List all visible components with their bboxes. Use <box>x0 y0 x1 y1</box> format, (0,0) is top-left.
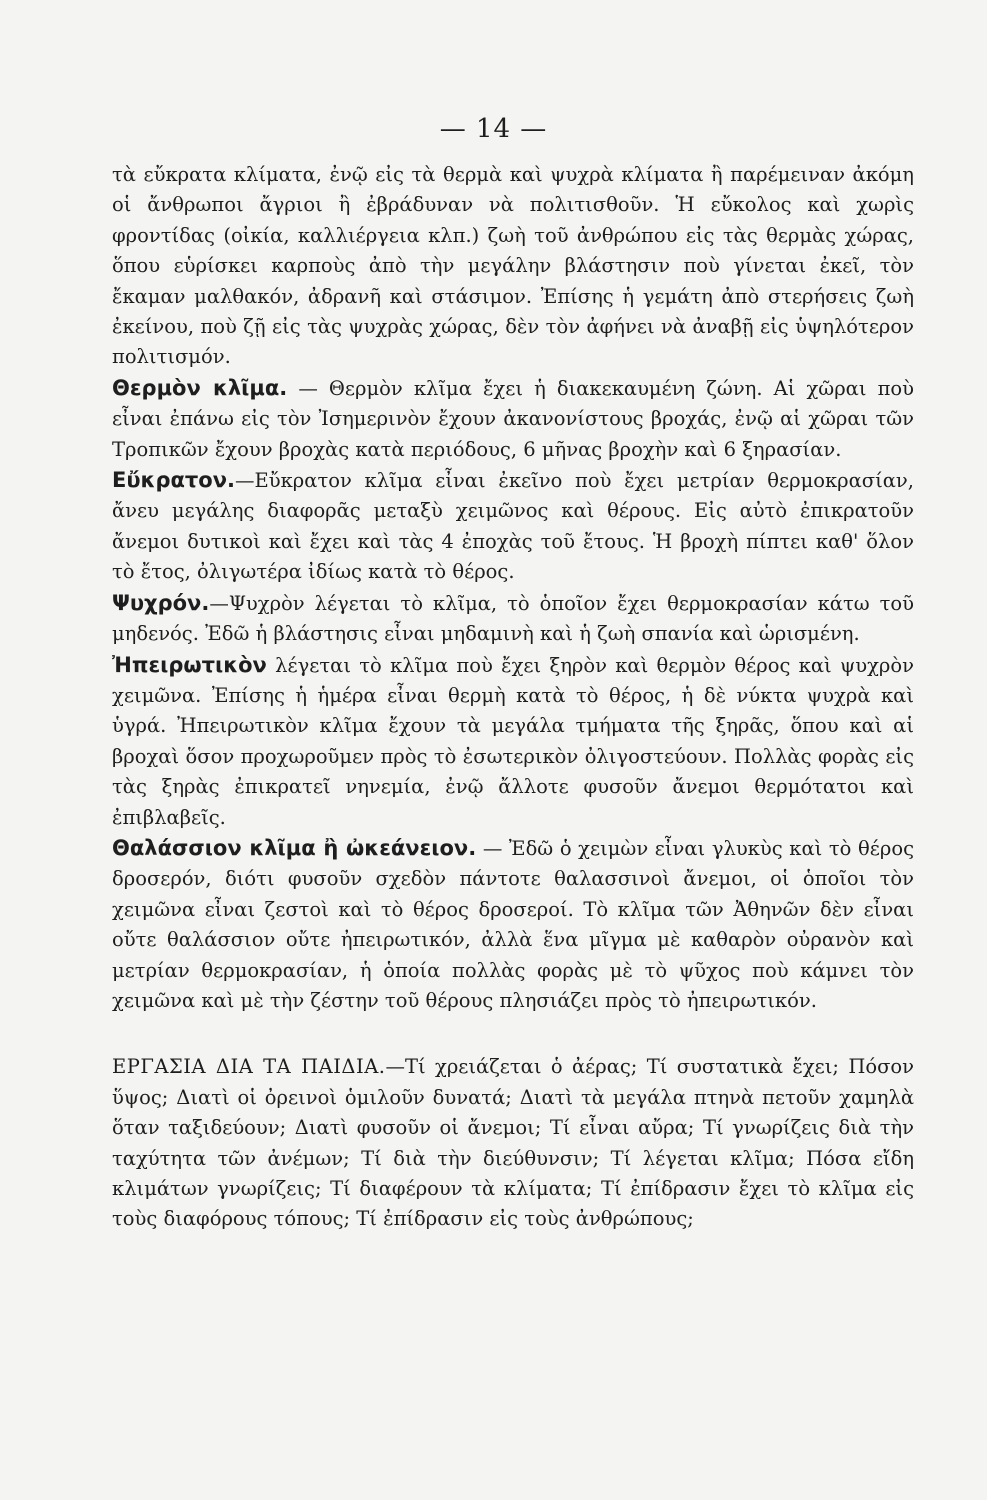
intro-paragraph: τὰ εὔκρατα κλίματα, ἐνῷ εἰς τὰ θερμὰ καὶ ψυχρὰ κλίματα ἢ παρέμειναν ἀκόμη οἱ ἄνθρωποι ἄγριοι ἢ ἐβράδυναν νὰ πολιτισθοῦν. Ἡ εὔκολος καὶ χωρὶς φροντίδας (οἰκία, καλλιέργεια κλπ.) ζωὴ τοῦ ἀνθρώπου εἰς τὰς θερμὰς χώρας, ὅπου εὑρίσκει καρποὺς ἀπὸ τὴν μεγάλην βλάστησιν ποὺ γίνεται ἐκεῖ, τὸν ἔκαμαν μαλθακόν, ἀδρανῆ καὶ στάσιμον. Ἐπίσης ἡ γεμάτη ἀπὸ στερήσεις ζωὴ ἐκείνου, ποὺ ζῇ εἰς τὰς ψυχρὰς χώρας, δὲν τὸν ἀφήνει νὰ ἀναβῇ εἰς ὑψηλότερον πολιτισμόν. <box>112 163 914 369</box>
text-hot-climate: — Θερμὸν κλῖμα ἔχει ἡ διακεκαυμένη ζώνη. Αἱ χῶραι ποὺ εἶναι ἐπάνω εἰς τὸν Ἰσημερινὸν ἔχουν ἀκανονίστους βροχάς, ἐνῷ αἱ χῶραι τῶν Τροπικῶν ἔχουν βροχὰς κατὰ περιόδους, 6 μῆνας βροχὴν καὶ 6 ξηρασίαν. <box>112 376 914 461</box>
body-text <box>112 160 914 1235</box>
paragraph-maritime-climate <box>112 833 914 1016</box>
paragraph-temperate-climate <box>112 465 914 588</box>
paragraph-cold-climate <box>112 588 914 650</box>
text-continental-climate: λέγεται τὸ κλῖμα ποὺ ἔχει ξηρὸν καὶ θερμὸν θέρος καὶ ψυχρὸν χειμῶνα. Ἐπίσης ἡ ἡμέρα εἶναι θερμὴ κατὰ τὸ θέρος, ἡ δὲ νύκτα ψυχρὰ καὶ ὑγρά. Ἠπειρωτικὸν κλῖμα ἔχουν τὰ μεγάλα τμήματα τῆς ξηρᾶς, ὅπου καὶ αἱ βροχαὶ ὅσον προχωροῦμεν πρὸς τὸ ἐσωτερικὸν ὀλιγοστεύουν. Πολλὰς φορὰς εἰς τὰς ξηρὰς ἐπικρατεῖ νηνεμία, ἐνῷ ἄλλοτε φυσοῦν ἄνεμοι θερμότατοι καὶ ἐπιβλαβεῖς. <box>112 653 914 829</box>
text-temperate-climate: —Εὔκρατον κλῖμα εἶναι ἐκεῖνο ποὺ ἔχει μετρίαν θερμοκρασίαν, ἄνευ μεγάλης διαφορᾶς μεταξὺ χειμῶνος καὶ θέρους. Εἰς αὐτὸ ἐπικρατοῦν ἄνεμοι δυτικοὶ καὶ ἔχει καὶ τὰς 4 ἐποχὰς τοῦ ἔτους. Ἡ βροχὴ πίπτει καθ' ὅλον τὸ ἔτος, ὀλιγωτέρα ἰδίως κατὰ τὸ θέρος. <box>112 469 914 584</box>
paragraph-continental-climate <box>112 650 914 833</box>
term-maritime-climate: Θαλάσσιον κλῖμα ἢ ὠκεάνειον. <box>112 835 477 860</box>
paragraph-hot-climate <box>112 373 914 465</box>
term-temperate-climate: Εὔκρατον. <box>112 468 236 493</box>
exercise-paragraph <box>112 1052 914 1234</box>
term-hot-climate: Θερμὸν κλῖμα. <box>112 375 288 400</box>
text-maritime-climate: — Ἐδῶ ὁ χειμὼν εἶναι γλυκὺς καὶ τὸ θέρος δροσερόν, διότι φυσοῦν σχεδὸν πάντοτε θαλασσινοὶ ἄνεμοι, οἱ ὁποῖοι τὸν χειμῶνα εἶναι ζεστοὶ καὶ τὸ θέρος δροσεροί. Τὸ κλῖμα τῶν Ἀθηνῶν δὲν εἶναι οὔτε θαλάσσιον οὔτε ἠπειρωτικόν, ἀλλὰ ἕνα μῖγμα μὲ καθαρὸν οὐρανὸν καὶ μετρίαν θερμοκρασίαν, ἡ ὁποία πολλὰς φορὰς μὲ τὸ ψῦχος ποὺ κάμνει τὸν χειμῶνα καὶ μὲ τὴν ζέστην τοῦ θέρους πλησιάζει πρὸς τὸ ἠπειρωτικόν. <box>112 836 914 1012</box>
exercise-questions: —Τί χρειάζεται ὁ ἀέρας; Τί συστατικὰ ἔχει; Πόσον ὕψος; Διατὶ οἱ ὀρεινοὶ ὁμιλοῦν δυνατά; Διατὶ τὰ μεγάλα πτηνὰ πετοῦν χαμηλὰ ὅταν ταξιδεύουν; Διατὶ φυσοῦν οἱ ἄνεμοι; Τί εἶναι αὔρα; Τί γνωρίζεις διὰ τὴν ταχύτητα τῶν ἀνέμων; Τί διὰ τὴν διεύθυνσιν; Τί λέγεται κλῖμα; Πόσα εἴδη κλιμάτων γνωρίζεις; Τί διαφέρουν τὰ κλίματα; Τί ἐπίδρασιν ἔχει τὸ κλῖμα εἰς τοὺς διαφόρους τόπους; Τί ἐπίδρασιν εἰς τοὺς ἀνθρώπους; <box>112 1055 914 1231</box>
term-cold-climate: Ψυχρόν. <box>112 590 210 615</box>
text-cold-climate: —Ψυχρὸν λέγεται τὸ κλῖμα, τὸ ὁποῖον ἔχει θερμοκρασίαν κάτω τοῦ μηδενός. Ἐδῶ ἡ βλάστησις εἶναι μηδαμινὴ καὶ ἡ ζωὴ σπανία καὶ ὡρισμένη. <box>112 591 914 646</box>
exercise-heading: ΕΡΓΑΣΙΑ ΔΙΑ ΤΑ ΠΑΙΔΙΑ. <box>112 1055 386 1079</box>
page-number: — 14 — <box>439 114 548 144</box>
term-continental-climate: Ἠπειρωτικὸν <box>112 652 267 677</box>
